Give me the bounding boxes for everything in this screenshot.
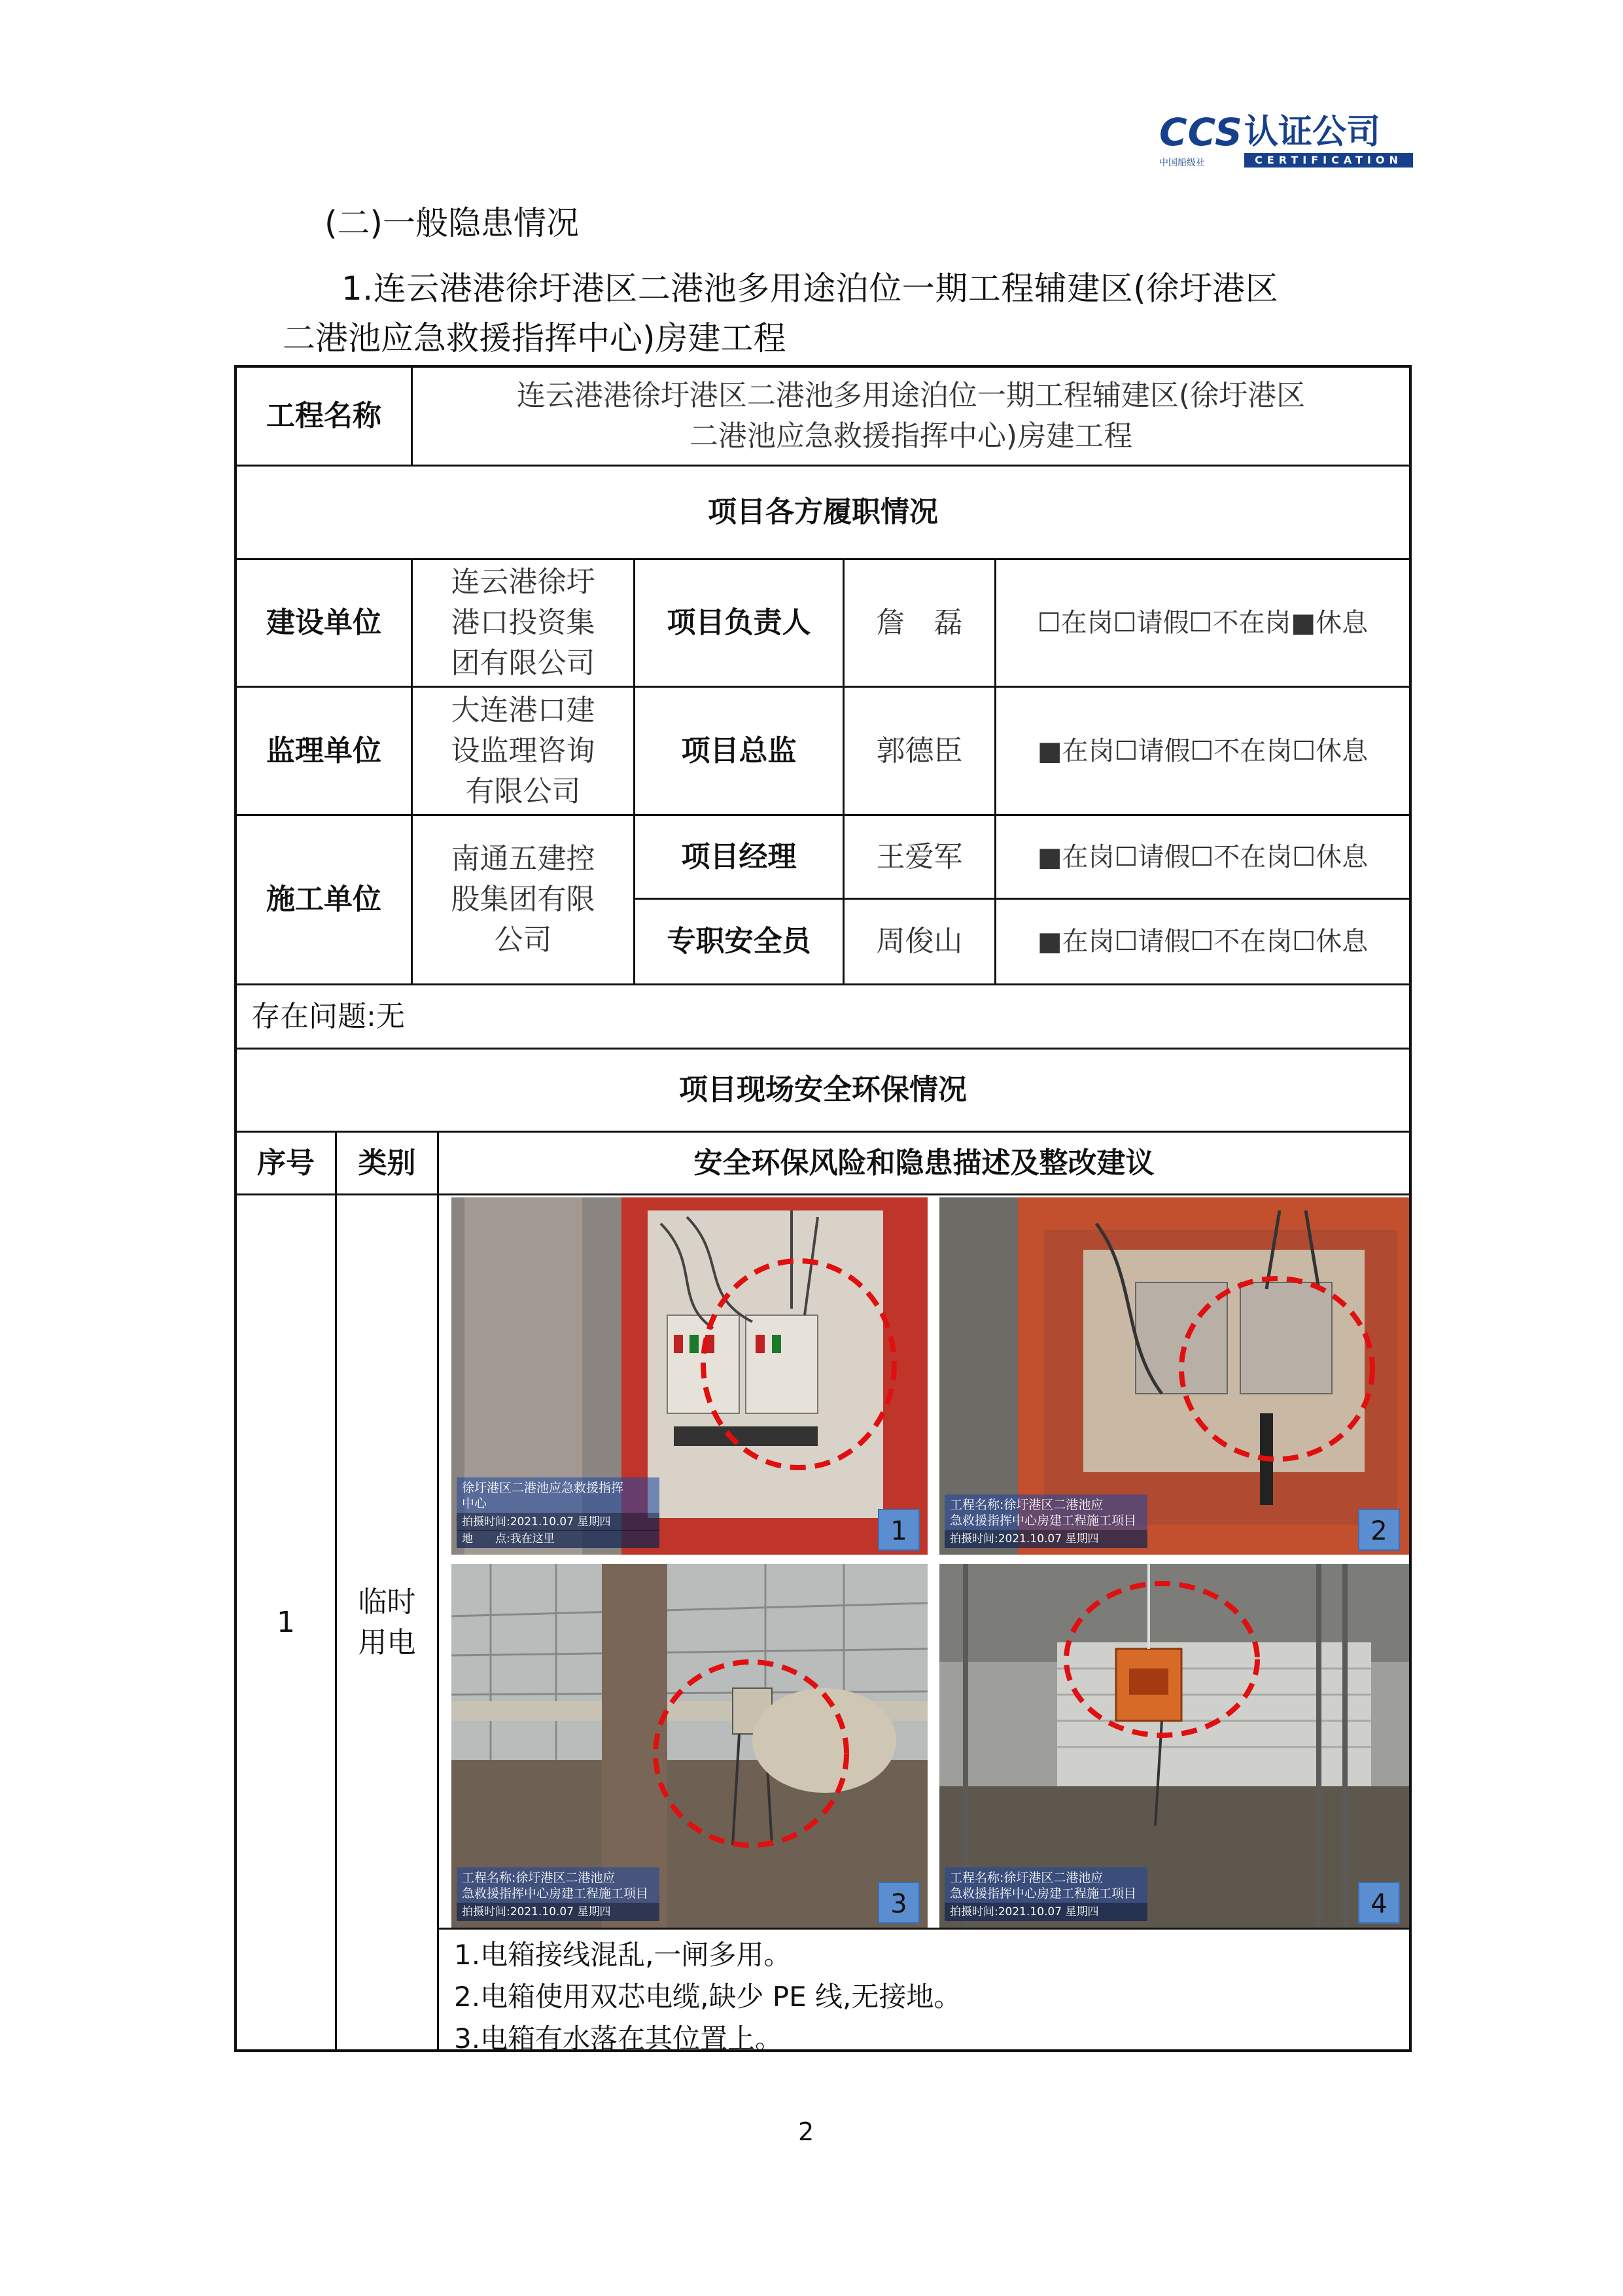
status-project-lead: ☐在岗☐请假☐不在岗■休息: [1037, 608, 1369, 638]
photo-4: [939, 1564, 1409, 1928]
caption-line: 急救援指挥中心房建工程施工项目: [950, 1513, 1137, 1528]
page-number: 2: [798, 2117, 814, 2146]
photo-4-caption: [945, 1867, 1147, 1921]
logo-en: CERTIFICATION: [1244, 153, 1413, 168]
photo-3-caption: [457, 1867, 659, 1921]
caption-line: 急救援指挥中心房建工程施工项目: [462, 1886, 649, 1901]
caption-date: 拍摄时间:2021.10.07 星期四: [457, 1513, 659, 1531]
issue-2: 2.电箱使用双芯电缆,缺少 PE 线,无接地。: [454, 1981, 962, 2013]
duty-header: 项目各方履职情况: [708, 495, 938, 529]
issue-3: 3.电箱有水落在其位置上。: [454, 2022, 783, 2055]
section-title: (二)一般隐患情况: [324, 204, 580, 242]
caption-date: 拍摄时间:2021.10.07 星期四: [945, 1530, 1147, 1548]
item-title-line2: 二港池应急救援指挥中心)房建工程: [283, 319, 786, 357]
project-name-label: 工程名称: [266, 399, 381, 433]
photo-3-number: 3: [878, 1882, 920, 1924]
unit-name-line: 南通五建控: [451, 842, 595, 875]
col-type-header: 类别: [358, 1146, 416, 1180]
person-safety-officer: 周俊山: [876, 925, 963, 958]
photo-3: [451, 1564, 928, 1928]
project-name-line1: 连云港港徐圩港区二港池多用途泊位一期工程辅建区(徐圩港区: [516, 379, 1306, 412]
entry-type-line1: 临时: [358, 1585, 416, 1619]
person-project-lead: 詹 磊: [876, 606, 963, 639]
caption-line: 工程名称:徐圩港区二港池应: [950, 1498, 1104, 1512]
role-safety-officer: 专职安全员: [667, 925, 811, 958]
entry-type: [337, 1195, 437, 2049]
item-title-line1: 1.连云港港徐圩港区二港池多用途泊位一期工程辅建区(徐圩港区: [341, 270, 1279, 308]
unit-name-line: 公司: [494, 923, 552, 957]
unit-label-supervision: 监理单位: [266, 733, 381, 768]
role-project-manager: 项目经理: [681, 839, 797, 874]
photo-4-number: 4: [1358, 1882, 1400, 1924]
unit-name-line: 有限公司: [465, 774, 581, 808]
unit-name-line: 团有限公司: [451, 646, 595, 680]
photo-2: [939, 1197, 1409, 1555]
logo-brand: CCS: [1159, 110, 1243, 154]
unit-name-construction: [413, 560, 633, 686]
caption-line: 工程名称:徐圩港区二港池应: [950, 1871, 1104, 1885]
unit-name-line: 连云港徐圩: [451, 565, 595, 599]
person-project-manager: 王爱军: [876, 839, 963, 874]
unit-label-construction: 建设单位: [266, 606, 381, 639]
unit-name-supervision: [413, 688, 633, 814]
company-logo: [1159, 110, 1434, 171]
project-name-value: [413, 368, 1409, 465]
logo-cn: 认证公司: [1244, 113, 1381, 152]
caption-line: 中心: [462, 1496, 487, 1511]
photo-1-caption: [457, 1477, 659, 1548]
project-name-line2: 二港池应急救援指挥中心)房建工程: [689, 419, 1133, 453]
col-no-header: 序号: [257, 1146, 315, 1180]
photo-2-number: 2: [1358, 1509, 1400, 1551]
photo-2-caption: [945, 1494, 1147, 1548]
entry-type-line2: 用电: [358, 1625, 416, 1659]
photo-1: [451, 1197, 928, 1555]
status-chief-supervisor: ■在岗☐请假☐不在岗☐休息: [1037, 735, 1369, 766]
role-chief-supervisor: 项目总监: [681, 733, 797, 768]
col-desc-header: 安全环保风险和隐患描述及整改建议: [693, 1146, 1155, 1180]
unit-label-builder: 施工单位: [266, 883, 381, 916]
caption-line: 工程名称:徐圩港区二港池应: [462, 1871, 616, 1885]
status-safety-officer: ■在岗☐请假☐不在岗☐休息: [1037, 927, 1369, 957]
problems-text: 存在问题:无: [251, 999, 405, 1033]
unit-name-line: 设监理咨询: [451, 733, 595, 768]
unit-name-line: 港口投资集: [451, 606, 595, 639]
caption-line: 徐圩港区二港池应急救援指挥: [462, 1481, 624, 1495]
photo-1-number: 1: [878, 1509, 920, 1551]
issue-1: 1.电箱接线混乱,一闸多用。: [454, 1939, 792, 1971]
caption-line: 急救援指挥中心房建工程施工项目: [950, 1886, 1137, 1901]
site-header: 项目现场安全环保情况: [679, 1073, 967, 1106]
logo-sub: 中国船级社: [1159, 158, 1205, 168]
person-chief-supervisor: 郭德臣: [876, 733, 963, 768]
entry-number: 1: [277, 1605, 295, 1639]
caption-date: 拍摄时间:2021.10.07 星期四: [457, 1903, 659, 1921]
unit-name-builder: [413, 816, 633, 983]
unit-name-line: 大连港口建: [451, 693, 595, 727]
role-project-lead: 项目负责人: [667, 606, 811, 639]
caption-location: 地 点:我在这里: [457, 1530, 659, 1548]
caption-date: 拍摄时间:2021.10.07 星期四: [945, 1903, 1147, 1921]
unit-name-line: 股集团有限: [451, 883, 595, 916]
status-project-manager: ■在岗☐请假☐不在岗☐休息: [1037, 841, 1369, 872]
